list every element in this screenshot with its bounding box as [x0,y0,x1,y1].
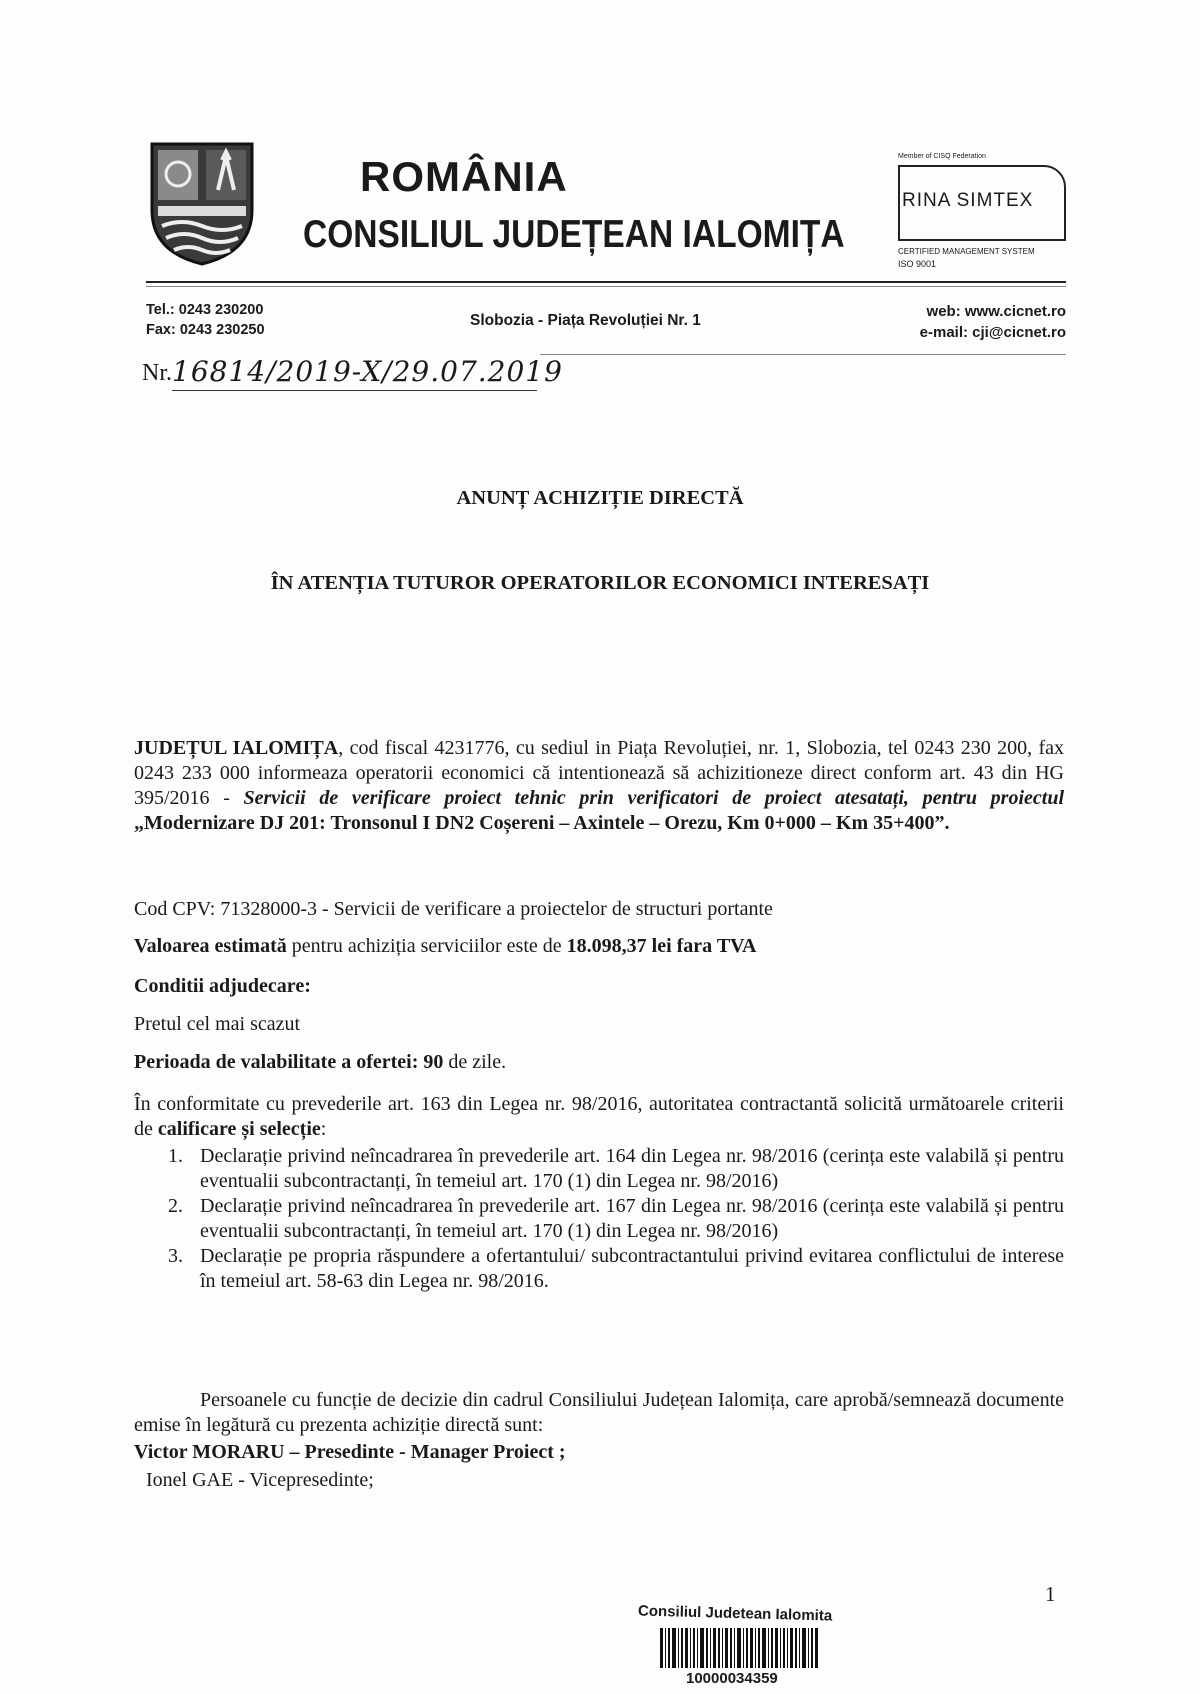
conditions-label: Conditii adjudecare: [134,975,311,997]
validity-period [134,1050,1064,1075]
entity-name: JUDEȚUL IALOMIȚA [134,737,339,759]
list-item-text: Declarație privind neîncadrarea în prevederile art. 164 din Legea nr. 98/2016 (cerința este valabilă și pentru eventualii subcontractanți, în temeiul art. 170 (1) din Legea nr. 98/2016) [200,1145,1064,1192]
person-vicepresident: Ionel GAE - Vicepresedinte; [146,1469,374,1491]
page-number: 1 [1045,1582,1056,1606]
barcode-label: Consiliul Judetean Ialomita [637,1602,833,1625]
criteria-intro-bold: calificare și selecție [157,1118,321,1140]
contact-web-email [920,301,1066,343]
address: Slobozia - Piața Revoluției Nr. 1 [470,312,701,329]
project-name: „Modernizare DJ 201: Tronsonul I DN2 Coșereni – Axintele – Orezu, Km 0+000 – Km 35+400”. [134,812,950,834]
website: web: www.cicnet.ro [926,303,1066,320]
county-crest-icon [148,140,256,268]
list-item-number: 1. [168,1145,183,1167]
email: e-mail: cji@cicnet.ro [919,324,1066,341]
phone-number: Tel.: 0243 230200 [146,302,264,318]
criteria-list [134,1144,1064,1294]
list-item-text: Declarație privind neîncadrarea în prevederile art. 167 din Legea nr. 98/2016 (cerința este valabilă și pentru eventualii subcontractanți, în temeiul art. 170 (1) din Legea nr. 98/2016) [200,1195,1064,1242]
barcode-number: 10000034359 [686,1670,778,1687]
cert-iso-text: ISO 9001 [898,259,937,269]
conditions-value: Pretul cel mai scazut [134,1013,301,1035]
intro-paragraph [134,736,1064,836]
header-rule [146,281,1066,283]
decision-paragraph: Persoanele cu funcție de decizie din cadrul Consiliului Județean Ialomița, care aprobă/semnează documente emise în legătură cu prezenta achiziție directă sunt: [134,1389,1064,1436]
cert-logo-text: RINA SIMTEX [902,190,1034,211]
list-item-number: 3. [168,1245,183,1267]
intro-text: , cod fiscal 4231776, cu sediul in Piața Revoluției, nr. 1, Slobozia, tel 0243 230 200, fax 0243 233 000 informeaza operatorii economici că intentionează să achizitioneze direct conform art. 43 din HG 395/2016 - [134,737,1065,809]
validity-label: Perioada de valabilitate a ofertei: [134,1051,419,1073]
list-item-text: Declarație pe propria răspundere a ofertantului/ subcontractantului privind evitarea conflictului de interese în temeiul art. 58-63 din Legea nr. 98/2016. [200,1245,1064,1292]
value-label: Valoarea estimată [134,935,287,957]
institution-heading: CONSILIUL JUDEȚEAN IALOMIȚA [303,213,845,256]
criteria-intro [134,1092,1064,1142]
value-text: pentru achiziția serviciilor este de [286,935,567,957]
criteria-intro-text: În conformitate cu prevederile art. 163 din Legea nr. 98/2016, autoritatea contractantă solicită următoarele criterii de [134,1093,1064,1140]
person-president: Victor MORARU – Presedinte - Manager Proiect ; [134,1441,566,1463]
list-item [134,1194,1064,1244]
list-item [134,1244,1064,1294]
validity-days: 90 [423,1051,444,1073]
cpv-code: Cod CPV: 71328000-3 - Servicii de verificare a proiectelor de structuri portante [134,898,773,920]
services-text: Servicii de verificare proiect tehnic prin verificatori de proiect atesatați, pentru proiectul [243,787,1064,809]
cert-member-text: Member of CISQ Federation [898,153,986,160]
fax-number: Fax: 0243 230250 [146,322,265,338]
document-subtitle: ÎN ATENȚIA TUTUROR OPERATORILOR ECONOMICI INTERESAȚI [270,572,930,594]
country-heading: ROMÂNIA [360,153,568,200]
cert-system-text: CERTIFIED MANAGEMENT SYSTEM [898,247,1035,256]
registration-label: Nr. [142,360,172,386]
barcode-icon [660,1628,820,1668]
value-amount: 18.098,37 lei fara TVA [566,935,757,957]
criteria-intro-end: : [320,1118,327,1140]
estimated-value [134,934,1064,959]
header-rule-thin [146,286,1066,287]
contact-rule [540,354,1066,355]
contact-phone-fax [146,300,265,340]
list-item-number: 2. [168,1195,183,1217]
list-item [134,1144,1064,1194]
registration-number: 16814/2019-X/29.07.2019 [172,355,563,388]
document-title: ANUNȚ ACHIZIȚIE DIRECTĂ [456,487,744,509]
registration-underline [172,390,537,391]
validity-suffix: de zile. [443,1051,507,1073]
